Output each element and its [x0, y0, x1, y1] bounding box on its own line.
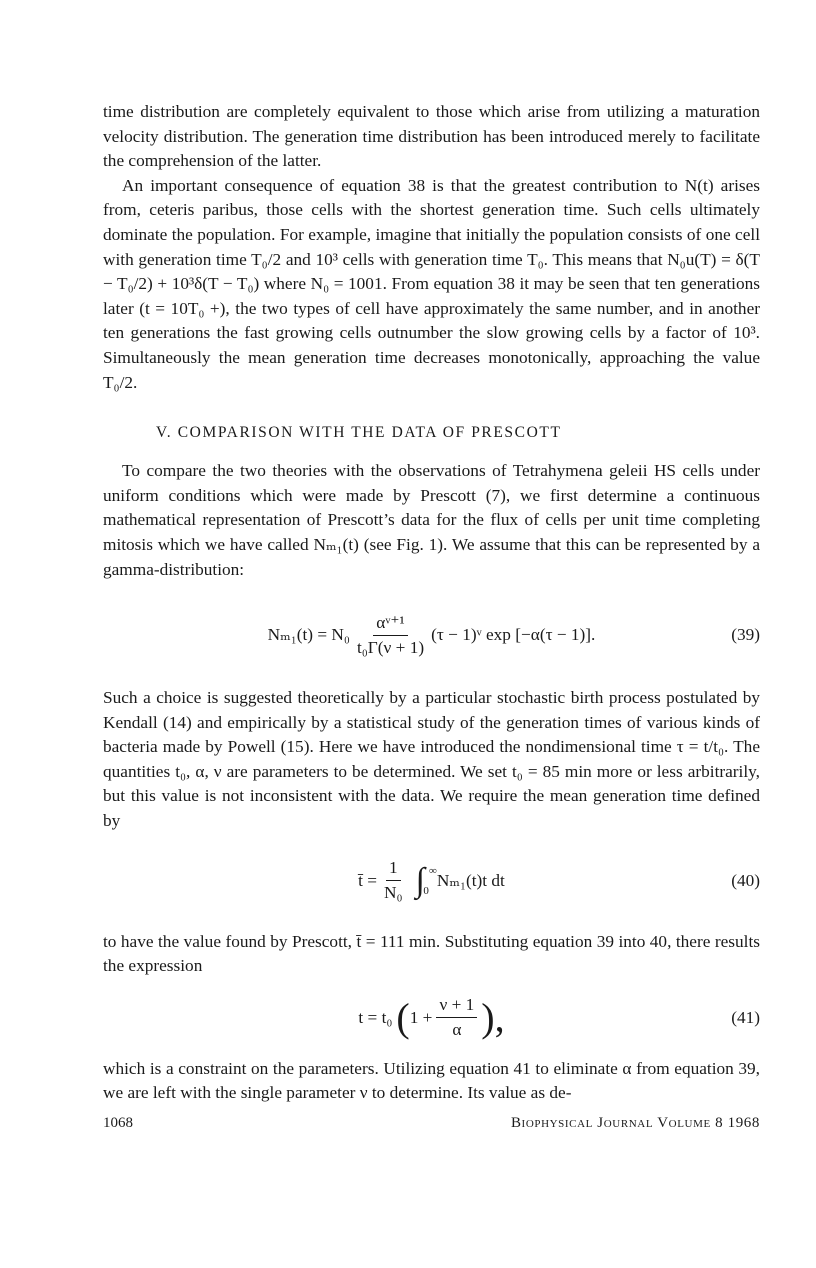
eq40-number: (40) [731, 870, 760, 890]
equation-39 [103, 590, 760, 680]
eq40-denominator: N₀ [384, 883, 403, 903]
eq41-numerator: ν + 1 [436, 994, 477, 1018]
eq39-number: (39) [731, 625, 760, 645]
paragraph-comparison: To compare the two theories with the observations of Tetrahymena geleii HS cells under uniform conditions which were made by Prescott (7), we first determine a continuous mathematical representation of Prescott’s data for the flux of cells per unit time completing mitosis which we have called Nₘ₁(t) (see Fig. 1). We assume that this can be represented by a gamma-distribution: [103, 461, 760, 579]
integral-sign [415, 861, 437, 899]
paragraph-continuation: time distribution are completely equivalent to those which arise from utilizing a maturation velocity distribution. The generation time distribution has been introduced merely to facilitate the comprehension of the latter. [103, 102, 760, 171]
eq39-fraction [354, 612, 427, 659]
journal-citation: Biophysical Journal Volume 8 1968 [510, 1115, 760, 1131]
eq39-lhs: Nₘ₁(t) = N₀ [267, 625, 350, 645]
eq40-integrand: Nₘ₁(t)t dt [436, 870, 505, 890]
integral-upper-limit: ∞ [429, 864, 437, 877]
eq41-fraction [436, 994, 477, 1041]
section-heading: V. COMPARISON WITH THE DATA OF PRESCOTT [156, 424, 562, 442]
paragraph-constraint: which is a constraint on the parameters. Utilizing equation 41 to eliminate α from equation 39, we are left with the single parameter ν to determine. Its value as de- [103, 1058, 760, 1103]
equation-40 [103, 846, 760, 916]
eq39-numerator: αᵛ⁺¹ [373, 612, 407, 636]
page-number: 1068 [103, 1115, 133, 1131]
eq41-denominator: α [452, 1020, 462, 1040]
eq39-denominator: t₀Γ(ν + 1) [356, 637, 425, 657]
eq41-lhs: t = t₀ [358, 1007, 393, 1027]
paragraph-gamma-choice: Such a choice is suggested theoretically by a particular stochastic birth process postulated by Kendall (14) and empirically by a statistical study of the generation times of various kinds of bacteria made by Powell (15). Here we have introduced the nondimensional time τ = t/t₀. The quantities t₀, α, ν are parameters to be determined. We set t₀ = 85 min more or less arbitrarily, but this value is not inconsistent with the data. We require the mean generation time defined by [103, 688, 760, 831]
integral-lower-limit: 0 [423, 884, 429, 897]
eq41-open-paren: ( [396, 994, 410, 1040]
eq40-numerator: 1 [386, 857, 401, 881]
eq39-rhs: (τ − 1)ᵛ exp [−α(τ − 1)]. [431, 625, 596, 645]
eq41-number: (41) [731, 1007, 760, 1027]
paragraph-consequence: An important consequence of equation 38 is that the greatest contribution to N(t) arises from, ceteris paribus, those cells with the shortest generation time. Such cells ultimately dominate the population. For example, imagine that initially the population consists of one cell with generation time T₀/2 and 10³ cells with generation time T₀. This means that N₀u(T) = δ(T − T₀/2) + 10³δ(T − T₀) where N₀ = 1001. From equation 38 it may be seen that ten generations later (t = 10T₀ +), the two types of cell have approximately the same number, and in another ten generations the fast growing cells outnumber the slow growing cells by a factor of 10³. Simultaneously the mean generation time decreases monotonically, approaching the value T₀/2. [103, 175, 760, 392]
equation-41 [103, 989, 760, 1047]
paper-page [103, 100, 760, 1106]
eq41-one-plus: 1 + [409, 1007, 433, 1027]
page-footer [103, 1115, 760, 1132]
eq40-lhs: t̄ = [358, 870, 378, 890]
eq40-fraction [381, 857, 406, 904]
eq41-close-paren: ), [481, 994, 505, 1040]
paragraph-prescott-value: to have the value found by Prescott, t̄ = 111 min. Substituting equation 39 into 40, there results the expression [103, 931, 760, 976]
integral-symbol: ∫ [415, 861, 425, 899]
